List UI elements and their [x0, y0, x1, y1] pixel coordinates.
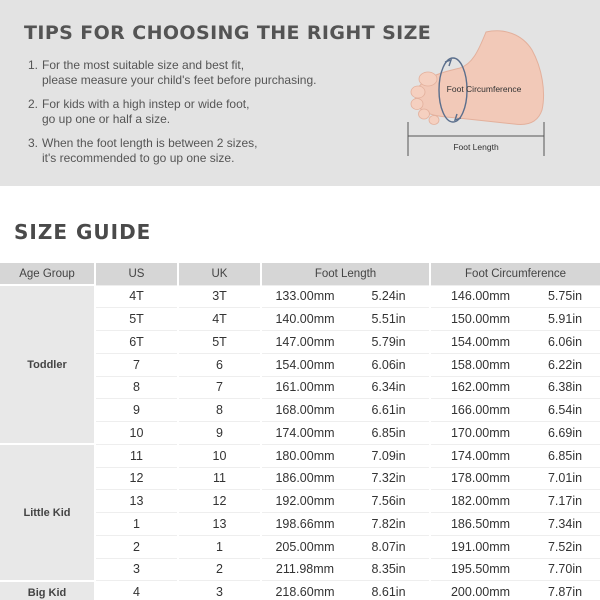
- foot-length-mm-cell: 174.00mm: [261, 422, 348, 445]
- foot-circumference-mm-cell: 200.00mm: [430, 581, 530, 600]
- size-guide-title: SIZE GUIDE: [14, 220, 152, 244]
- foot-length-in-cell: 7.82in: [348, 513, 430, 536]
- foot-circumference-in-cell: 6.85in: [530, 444, 600, 467]
- tips-list: [28, 58, 368, 175]
- foot-circumference-mm-cell: 191.00mm: [430, 535, 530, 558]
- uk-size-cell: 13: [178, 513, 261, 536]
- tips-title: TIPS FOR CHOOSING THE RIGHT SIZE: [24, 22, 432, 44]
- foot-circumference-mm-cell: 150.00mm: [430, 308, 530, 331]
- foot-length-mm-cell: 211.98mm: [261, 558, 348, 581]
- foot-circumference-in-cell: 6.54in: [530, 399, 600, 422]
- header-uk: UK: [178, 263, 261, 285]
- us-size-cell: 12: [95, 467, 178, 490]
- table-row: [0, 444, 600, 467]
- foot-circumference-mm-cell: 195.50mm: [430, 558, 530, 581]
- tip-number: 1.: [28, 58, 39, 72]
- foot-length-in-cell: 5.79in: [348, 331, 430, 354]
- size-table-container: [0, 263, 600, 600]
- tip-line: it's recommended to go up one size.: [42, 151, 235, 165]
- foot-circumference-in-cell: 7.17in: [530, 490, 600, 513]
- foot-length-in-cell: 7.56in: [348, 490, 430, 513]
- foot-length-in-cell: 7.32in: [348, 467, 430, 490]
- foot-length-in-cell: 5.24in: [348, 285, 430, 308]
- foot-length-mm-cell: 218.60mm: [261, 581, 348, 600]
- uk-size-cell: 2: [178, 558, 261, 581]
- us-size-cell: 4T: [95, 285, 178, 308]
- uk-size-cell: 6: [178, 353, 261, 376]
- table-row: [0, 581, 600, 600]
- toe-icon: [429, 116, 439, 125]
- tip-line: For the most suitable size and best fit,: [42, 58, 245, 72]
- us-size-cell: 9: [95, 399, 178, 422]
- tip-item-3: [28, 136, 368, 166]
- foot-circumference-in-cell: 5.91in: [530, 308, 600, 331]
- us-size-cell: 7: [95, 353, 178, 376]
- table-row: [0, 285, 600, 308]
- foot-length-mm-cell: 168.00mm: [261, 399, 348, 422]
- foot-measurement-diagram: [400, 22, 560, 162]
- foot-circumference-label: Foot Circumference: [446, 84, 522, 94]
- foot-circumference-mm-cell: 158.00mm: [430, 353, 530, 376]
- foot-length-in-cell: 8.35in: [348, 558, 430, 581]
- tip-number: 2.: [28, 97, 39, 111]
- tip-line: When the foot length is between 2 sizes,: [42, 136, 258, 150]
- foot-circumference-in-cell: 7.52in: [530, 535, 600, 558]
- foot-circumference-mm-cell: 182.00mm: [430, 490, 530, 513]
- foot-length-mm-cell: 133.00mm: [261, 285, 348, 308]
- toe-icon: [411, 86, 425, 98]
- foot-circumference-in-cell: 6.38in: [530, 376, 600, 399]
- us-size-cell: 13: [95, 490, 178, 513]
- foot-circumference-mm-cell: 174.00mm: [430, 444, 530, 467]
- uk-size-cell: 11: [178, 467, 261, 490]
- foot-circumference-mm-cell: 162.00mm: [430, 376, 530, 399]
- foot-length-label: Foot Length: [453, 142, 499, 152]
- tip-text: [42, 97, 368, 127]
- foot-circumference-mm-cell: 154.00mm: [430, 331, 530, 354]
- foot-length-mm-cell: 205.00mm: [261, 535, 348, 558]
- uk-size-cell: 7: [178, 376, 261, 399]
- us-size-cell: 11: [95, 444, 178, 467]
- foot-length-in-cell: 6.61in: [348, 399, 430, 422]
- foot-length-mm-cell: 198.66mm: [261, 513, 348, 536]
- foot-circumference-in-cell: 6.06in: [530, 331, 600, 354]
- foot-length-mm-cell: 192.00mm: [261, 490, 348, 513]
- foot-circumference-in-cell: 7.87in: [530, 581, 600, 600]
- us-size-cell: 3: [95, 558, 178, 581]
- age-group-cell: Little Kid: [0, 444, 95, 581]
- foot-circumference-in-cell: 7.34in: [530, 513, 600, 536]
- header-age-group: Age Group: [0, 263, 95, 285]
- table-header-row: [0, 263, 600, 285]
- foot-circumference-in-cell: 7.01in: [530, 467, 600, 490]
- foot-length-mm-cell: 154.00mm: [261, 353, 348, 376]
- tip-number: 3.: [28, 136, 39, 150]
- uk-size-cell: 12: [178, 490, 261, 513]
- foot-length-mm-cell: 161.00mm: [261, 376, 348, 399]
- size-table: [0, 263, 600, 600]
- tip-line: go up one or half a size.: [42, 112, 171, 126]
- uk-size-cell: 5T: [178, 331, 261, 354]
- foot-circumference-mm-cell: 178.00mm: [430, 467, 530, 490]
- uk-size-cell: 1: [178, 535, 261, 558]
- foot-circumference-mm-cell: 146.00mm: [430, 285, 530, 308]
- toe-icon: [419, 72, 437, 86]
- table-body: [0, 285, 600, 600]
- uk-size-cell: 3: [178, 581, 261, 600]
- header-foot-circumference: Foot Circumference: [430, 263, 600, 285]
- uk-size-cell: 9: [178, 422, 261, 445]
- toe-icon: [411, 99, 423, 110]
- foot-circumference-mm-cell: 166.00mm: [430, 399, 530, 422]
- header-us: US: [95, 263, 178, 285]
- tip-text: [42, 58, 368, 88]
- tips-section: [0, 0, 600, 186]
- foot-length-in-cell: 8.07in: [348, 535, 430, 558]
- us-size-cell: 5T: [95, 308, 178, 331]
- us-size-cell: 2: [95, 535, 178, 558]
- us-size-cell: 10: [95, 422, 178, 445]
- foot-circumference-in-cell: 5.75in: [530, 285, 600, 308]
- foot-length-in-cell: 6.06in: [348, 353, 430, 376]
- uk-size-cell: 10: [178, 444, 261, 467]
- foot-circumference-in-cell: 7.70in: [530, 558, 600, 581]
- age-group-cell: Big Kid: [0, 581, 95, 600]
- header-foot-length: Foot Length: [261, 263, 430, 285]
- tip-item-1: [28, 58, 368, 88]
- foot-length-mm-cell: 186.00mm: [261, 467, 348, 490]
- toe-icon: [419, 109, 430, 119]
- foot-circumference-in-cell: 6.22in: [530, 353, 600, 376]
- foot-circumference-mm-cell: 170.00mm: [430, 422, 530, 445]
- foot-circumference-mm-cell: 186.50mm: [430, 513, 530, 536]
- foot-length-mm-cell: 147.00mm: [261, 331, 348, 354]
- uk-size-cell: 4T: [178, 308, 261, 331]
- tip-line: For kids with a high instep or wide foot,: [42, 97, 250, 111]
- foot-length-mm-cell: 140.00mm: [261, 308, 348, 331]
- us-size-cell: 4: [95, 581, 178, 600]
- foot-length-in-cell: 6.34in: [348, 376, 430, 399]
- foot-circumference-in-cell: 6.69in: [530, 422, 600, 445]
- foot-length-in-cell: 6.85in: [348, 422, 430, 445]
- tip-text: [42, 136, 368, 166]
- age-group-cell: Toddler: [0, 285, 95, 444]
- us-size-cell: 1: [95, 513, 178, 536]
- us-size-cell: 8: [95, 376, 178, 399]
- uk-size-cell: 3T: [178, 285, 261, 308]
- foot-length-in-cell: 8.61in: [348, 581, 430, 600]
- us-size-cell: 6T: [95, 331, 178, 354]
- foot-length-in-cell: 7.09in: [348, 444, 430, 467]
- tip-line: please measure your child's feet before purchasing.: [42, 73, 317, 87]
- tip-item-2: [28, 97, 368, 127]
- foot-length-in-cell: 5.51in: [348, 308, 430, 331]
- uk-size-cell: 8: [178, 399, 261, 422]
- foot-length-mm-cell: 180.00mm: [261, 444, 348, 467]
